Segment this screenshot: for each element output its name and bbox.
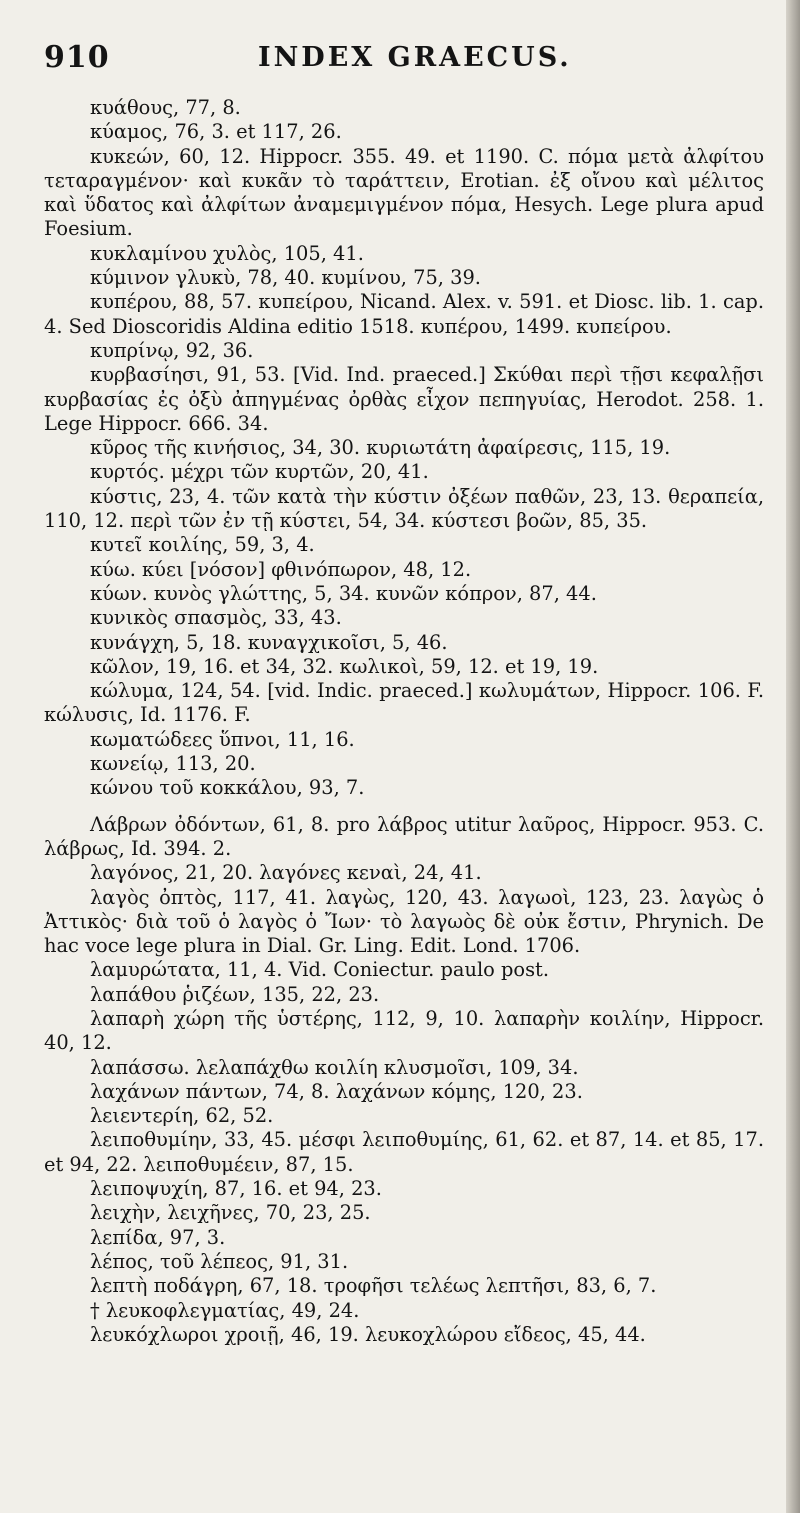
index-text xyxy=(44,96,764,1347)
index-entry: Λάβρων ὀδόντων, 61, 8. pro λάβρος utitur λαῦρος, Hippocr. 953. C. λάβρως, Id. 394. 2. xyxy=(44,812,764,860)
index-entry: λαπάσσω. λελαπάχθω κοιλίη κλυσμοῖσι, 109, 34. xyxy=(90,1055,579,1079)
index-entry: λεπτὴ ποδάγρη, 67, 18. τροφῆσι τελέως λεπτῆσι, 83, 6, 7. xyxy=(90,1274,657,1298)
index-entry: κώλυμα, 124, 54. [vid. Indic. praeced.] κωλυμάτων, Hippocr. 106. F. κώλυσις, Id. 1176. F. xyxy=(44,679,764,727)
index-entry: κωνείῳ, 113, 20. xyxy=(90,752,256,776)
index-entry: λευκόχλωροι χροιῇ, 46, 19. λευκοχλώρου εἴδεος, 45, 44. xyxy=(90,1322,646,1346)
page-number: 910 xyxy=(44,40,110,75)
index-entry: κυπέρου, 88, 57. κυπείρου, Nicand. Alex. v. 591. et Diosc. lib. 1. cap. 4. Sed Dioscoridis Aldina editio 1518. κυπέρου, 1499. κυπείρου. xyxy=(44,290,764,338)
index-entry: κυρτός. μέχρι τῶν κυρτῶν, 20, 41. xyxy=(90,460,429,484)
index-entry: κυπρίνῳ, 92, 36. xyxy=(90,338,254,362)
index-entry: λαχάνων πάντων, 74, 8. λαχάνων κόμης, 120, 23. xyxy=(90,1079,583,1103)
index-entry: † λευκοφλεγματίας, 49, 24. xyxy=(90,1298,360,1322)
index-entry: λειχὴν, λειχῆνες, 70, 23, 25. xyxy=(90,1201,371,1225)
index-entry: κύμινον γλυκὺ, 78, 40. κυμίνου, 75, 39. xyxy=(90,266,481,290)
index-entry: λεπίδα, 97, 3. xyxy=(90,1225,226,1249)
index-entry: λαγὸς ὀπτὸς, 117, 41. λαγὼς, 120, 43. λαγωοὶ, 123, 23. λαγὼς ὁ Ἀττικὸς· διὰ τοῦ ὁ λαγὸς ὁ Ἴων· τὸ λαγωὸς δὲ οὐκ ἔστιν, Phrynich. De hac voce lege plura in Dial. Gr. Ling. Edit. Lond. 1706. xyxy=(44,885,764,958)
index-entry: κώνου τοῦ κοκκάλου, 93, 7. xyxy=(90,776,365,800)
index-entry: κῦρος τῆς κινήσιος, 34, 30. κυριωτάτη ἀφαίρεσις, 115, 19. xyxy=(90,436,671,460)
index-entry: λαμυρώτατα, 11, 4. Vid. Coniectur. paulo post. xyxy=(90,958,550,982)
index-entry: λαπάθου ῥιζέων, 135, 22, 23. xyxy=(90,982,380,1006)
index-entry: κυκλαμίνου χυλὸς, 105, 41. xyxy=(90,241,364,265)
index-entry: κωματώδεες ὕπνοι, 11, 16. xyxy=(90,727,355,751)
page-gutter-shadow xyxy=(786,0,800,1513)
index-entry: κυτεῖ κοιλίης, 59, 3, 4. xyxy=(90,533,315,557)
index-entry: κυάθους, 77, 8. xyxy=(90,96,241,119)
index-entry: κῶλον, 19, 16. et 34, 32. κωλικοὶ, 59, 12. et 19, 19. xyxy=(90,654,599,678)
index-entry: κύων. κυνὸς γλώττης, 5, 34. κυνῶν κόπρον, 87, 44. xyxy=(90,581,597,605)
index-entry: λαγόνος, 21, 20. λαγόνες κεναὶ, 24, 41. xyxy=(90,861,482,885)
index-entry: λειποψυχίη, 87, 16. et 94, 23. xyxy=(90,1177,382,1201)
running-title: INDEX GRAECUS. xyxy=(258,42,572,73)
index-entry: κύαμος, 76, 3. et 117, 26. xyxy=(90,120,342,144)
index-entry: λειποθυμίην, 33, 45. μέσφι λειποθυμίης, 61, 62. et 87, 14. et 85, 17. et 94, 22. λειποθυμέειν, 87, 15. xyxy=(44,1128,764,1176)
page-header xyxy=(44,40,744,84)
index-entry: κύω. κύει [νόσον] φθινόπωρον, 48, 12. xyxy=(90,557,472,581)
index-entry: κυρβασίησι, 91, 53. [Vid. Ind. praeced.] Σκύθαι περὶ τῇσι κεφαλῇσι κυρβασίας ἐς ὀξὺ ἀπηγμένας ὀρθὰς εἶχον πεπηγυίας, Herodot. 258. 1. Lege Hippocr. 666. 34. xyxy=(44,363,764,435)
index-entry: κυνικὸς σπασμὸς, 33, 43. xyxy=(90,606,342,630)
index-entry: λέπος, τοῦ λέπεος, 91, 31. xyxy=(90,1249,349,1273)
index-entry: κυνάγχη, 5, 18. κυναγχικοῖσι, 5, 46. xyxy=(90,630,448,654)
index-entry: κύστις, 23, 4. τῶν κατὰ τὴν κύστιν ὀξέων παθῶν, 23, 13. θεραπεία, 110, 12. περὶ τῶν ἐν τῇ κύστει, 54, 34. κύστεσι βοῶν, 85, 35. xyxy=(44,484,764,533)
index-entry: λαπαρὴ χώρη τῆς ὑστέρης, 112, 9, 10. λαπαρὴν κοιλίην, Hippocr. 40, 12. xyxy=(44,1006,764,1055)
index-entry: λειεντερίη, 62, 52. xyxy=(90,1104,274,1128)
index-entry: κυκεών, 60, 12. Hippocr. 355. 49. et 1190. C. πόμα μετὰ ἀλφίτου τεταραγμένον· καὶ κυκᾶν τὸ ταράττειν, Erotian. ἐξ οἴνου καὶ μέλιτος καὶ ὕδατος καὶ ἀλφίτων ἀναμεμιγμένον πόμα, Hesych. Lege plura apud Foesium. xyxy=(44,144,764,241)
